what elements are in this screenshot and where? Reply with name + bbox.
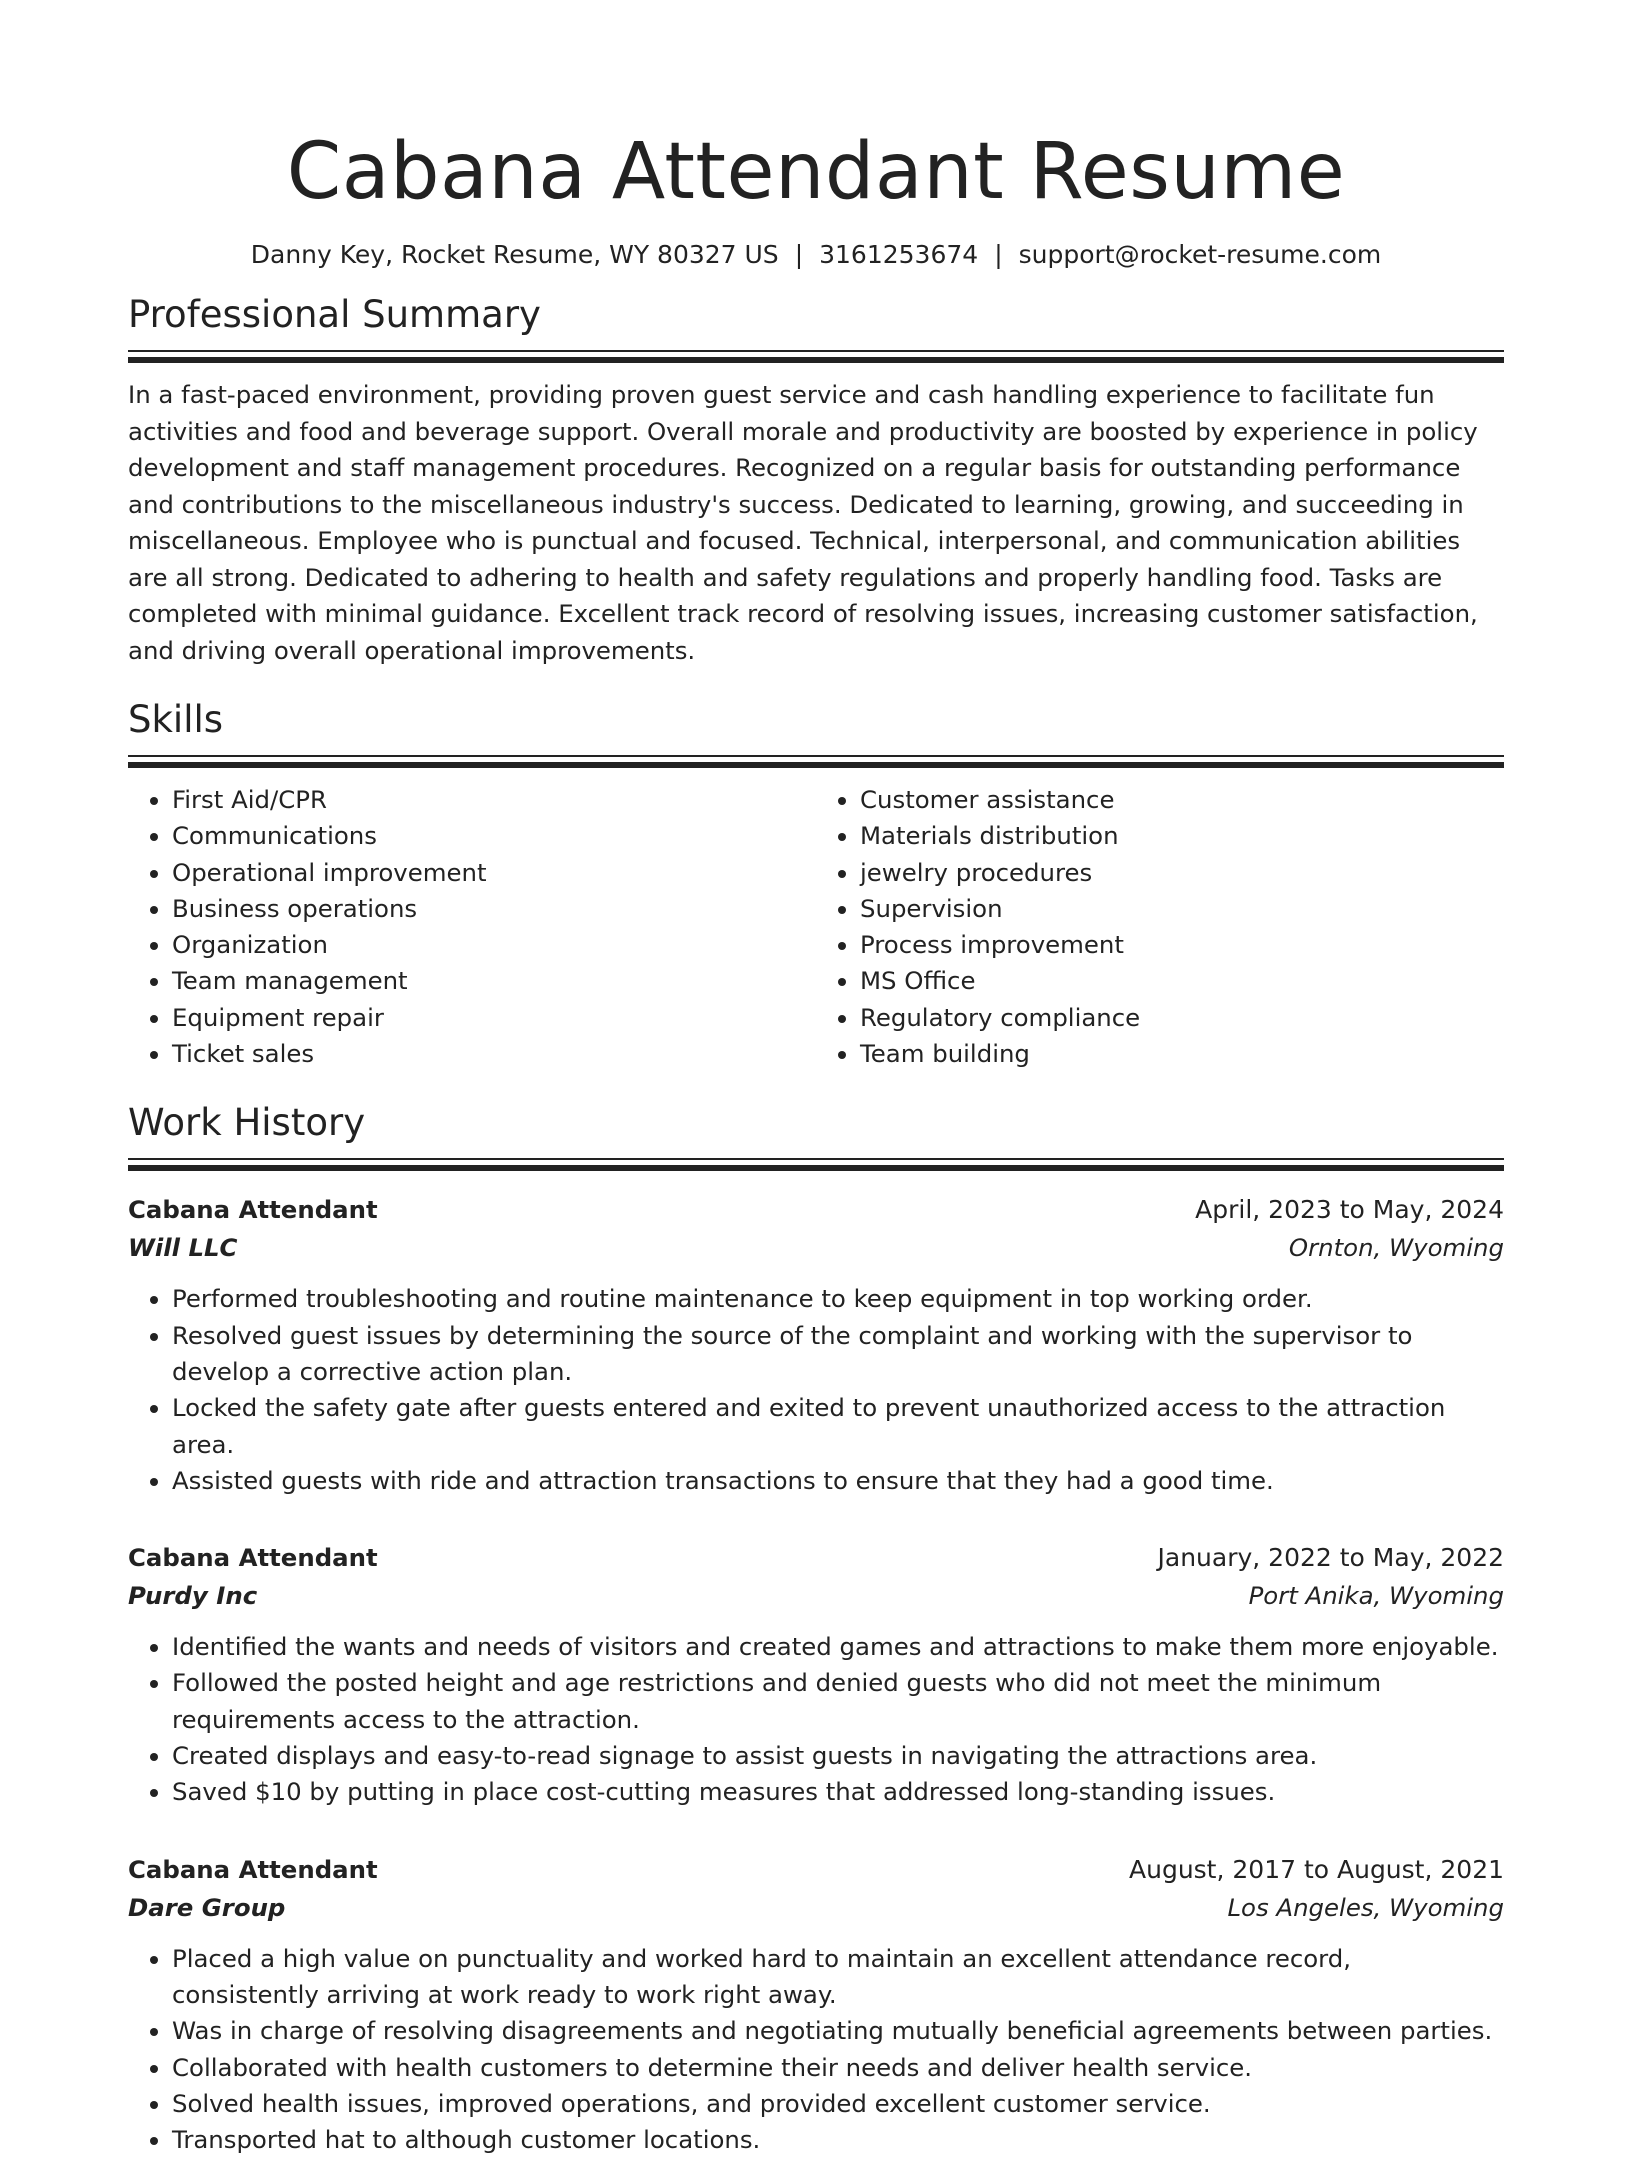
skill-item: • Ticket sales <box>172 1036 816 1072</box>
job-location: Ornton, Wyoming <box>1288 1233 1504 1263</box>
resume-title: Cabana Attendant Resume <box>286 127 1346 217</box>
skill-item: • Business operations <box>172 891 816 927</box>
skills-section <box>128 697 1504 1072</box>
job-bullets <box>128 1941 1504 2158</box>
summary-heading: Professional Summary <box>128 293 541 336</box>
job-title: Cabana Attendant <box>128 1854 378 1884</box>
contact-line <box>128 238 1504 272</box>
summary-section <box>128 292 1504 669</box>
contact-separator: | <box>994 240 1003 269</box>
skills-columns <box>128 782 1504 1072</box>
contact-address: Danny Key, Rocket Resume, WY 80327 US <box>250 240 779 269</box>
work-history-heading: Work History <box>128 1101 366 1145</box>
job-dates: August, 2017 to August, 2021 <box>1129 1854 1504 1884</box>
job-bullet: • Identified the wants and needs of visitors and created games and attractions to make them more enjoyable. <box>172 1629 1504 1665</box>
skill-item: • jewelry procedures <box>860 855 1504 891</box>
job-bullet: • Assisted guests with ride and attraction transactions to ensure that they had a good time. <box>172 1463 1504 1499</box>
summary-text: In a fast-paced environment, providing proven guest service and cash handling experience to facilitate fun activities and food and beverage support. Overall morale and productivity are boosted by experience in policy development and staff management procedures. Recognized on a regular basis for outstanding performance and contributions to the miscellaneous industry's success. Dedicated to learning, growing, and succeeding in miscellaneous. Employee who is punctual and focused. Technical, interpersonal, and communication abilities are all strong. Dedicated to adhering to health and safety regulations and properly handling food. Tasks are completed with minimal guidance. Excellent track record of resolving issues, increasing customer satisfaction, and driving overall operational improvements. <box>128 380 1478 665</box>
job-entry <box>128 1539 1504 1810</box>
section-divider <box>128 350 1504 363</box>
job-bullet: • Was in charge of resolving disagreements and negotiating mutually beneficial agreements between parties. <box>172 2013 1504 2049</box>
skills-list-left <box>128 782 816 1072</box>
skill-item: • Process improvement <box>860 927 1504 963</box>
skill-item: • Team management <box>172 963 816 999</box>
contact-phone: 3161253674 <box>819 240 979 269</box>
skill-item: • Materials distribution <box>860 818 1504 854</box>
skill-item: • Communications <box>172 818 816 854</box>
job-company-row <box>128 1577 1504 1615</box>
job-header-row <box>128 1191 1504 1229</box>
skill-item: • Customer assistance <box>860 782 1504 818</box>
contact-separator: | <box>794 240 804 269</box>
job-bullet: • Locked the safety gate after guests entered and exited to prevent unauthorized access to the attraction area. <box>172 1390 1504 1463</box>
job-company: Purdy Inc <box>128 1581 258 1611</box>
job-bullet: • Followed the posted height and age restrictions and denied guests who did not meet the minimum requirements access to the attraction. <box>172 1665 1504 1738</box>
job-company: Dare Group <box>128 1892 286 1922</box>
job-bullet: • Solved health issues, improved operations, and provided excellent customer service. <box>172 2086 1504 2122</box>
skills-heading: Skills <box>128 698 224 741</box>
job-bullets <box>128 1629 1504 1810</box>
work-history-section <box>128 1100 1504 2158</box>
job-bullet: • Saved $10 by putting in place cost-cutting measures that addressed long-standing issues. <box>172 1774 1504 1810</box>
job-dates: January, 2022 to May, 2022 <box>1157 1543 1504 1573</box>
job-location: Port Anika, Wyoming <box>1248 1581 1504 1611</box>
skill-item: • Regulatory compliance <box>860 1000 1504 1036</box>
job-title: Cabana Attendant <box>128 1543 378 1573</box>
job-dates: April, 2023 to May, 2024 <box>1195 1195 1504 1225</box>
job-company: Will LLC <box>128 1233 238 1263</box>
job-bullet: • Placed a high value on punctuality and worked hard to maintain an excellent attendance record, consistently arriving at work ready to work right away. <box>172 1941 1504 2014</box>
section-divider <box>128 1158 1504 1171</box>
skill-item: • Equipment repair <box>172 1000 816 1036</box>
job-entry <box>128 1191 1504 1499</box>
job-location: Los Angeles, Wyoming <box>1227 1892 1504 1922</box>
job-bullet: • Performed troubleshooting and routine maintenance to keep equipment in top working order. <box>172 1281 1504 1317</box>
skills-list-right <box>816 782 1504 1072</box>
job-bullet: • Created displays and easy-to-read signage to assist guests in navigating the attractions area. <box>172 1738 1504 1774</box>
skill-item: • MS Office <box>860 963 1504 999</box>
job-title: Cabana Attendant <box>128 1195 378 1225</box>
job-bullet: • Collaborated with health customers to determine their needs and deliver health service. <box>172 2050 1504 2086</box>
job-bullet: • Transported hat to although customer locations. <box>172 2122 1504 2158</box>
job-header-row <box>128 1539 1504 1577</box>
job-company-row <box>128 1229 1504 1267</box>
skill-item: • Organization <box>172 927 816 963</box>
section-divider <box>128 755 1504 768</box>
job-company-row <box>128 1889 1504 1927</box>
job-header-row <box>128 1851 1504 1889</box>
skill-item: • Team building <box>860 1036 1504 1072</box>
job-bullet: • Resolved guest issues by determining the source of the complaint and working with the supervisor to develop a corrective action plan. <box>172 1318 1504 1391</box>
skill-item: • Supervision <box>860 891 1504 927</box>
contact-email: support@rocket-resume.com <box>1018 240 1382 269</box>
skill-item: • First Aid/CPR <box>172 782 816 818</box>
job-bullets <box>128 1281 1504 1499</box>
skill-item: • Operational improvement <box>172 855 816 891</box>
